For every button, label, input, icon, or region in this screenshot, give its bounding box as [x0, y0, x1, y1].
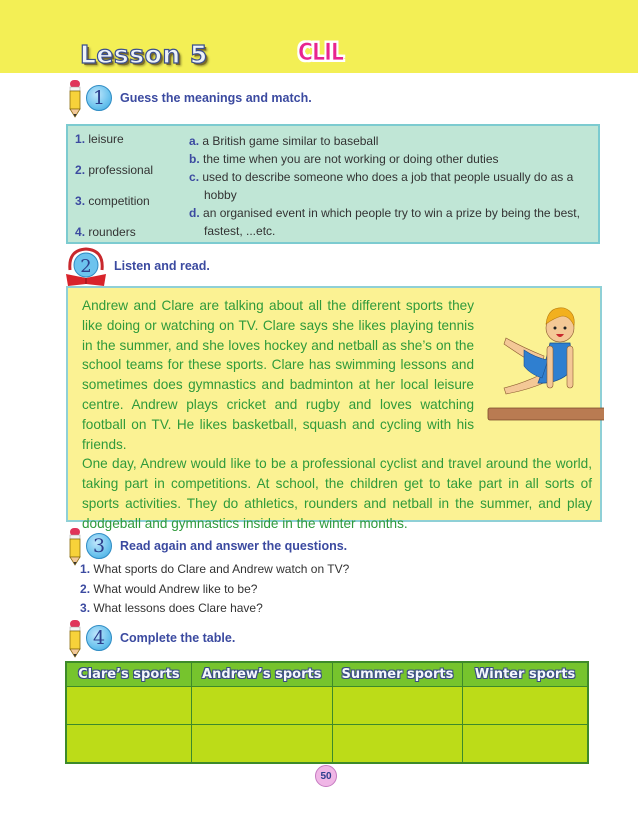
section-number-badge: 3 — [86, 533, 112, 559]
table-cell[interactable] — [191, 686, 332, 725]
word-item: 1. leisure — [75, 132, 124, 146]
question-list — [80, 562, 349, 621]
pencil-icon — [66, 526, 84, 566]
pencil-icon — [66, 618, 84, 658]
section-number-badge: 4 — [86, 625, 112, 651]
sports-table — [65, 661, 589, 764]
definition-item: b. the time when you are not working or doing other duties — [189, 152, 499, 166]
section-number-badge: 2 — [80, 256, 92, 277]
table-cell[interactable] — [463, 686, 588, 725]
column-header-andrews-sports: Andrew’s sports — [191, 662, 332, 686]
table-row — [66, 725, 588, 764]
table-cell[interactable] — [66, 725, 191, 764]
passage-paragraph: Andrew and Clare are talking about all the different sports they like doing or watching on TV. Clare says she likes playing tennis in the summer, and she loves hockey and netball as she’s on the school teams for these sports. Clare has swimming lessons and sometimes does gymnastics and badminton at her local leisure centre. Andrew plays cricket and rugby and loves watching football on TV. He likes basketball, squash and cycling with his friends. — [82, 298, 474, 452]
question-item: 2. What would Andrew like to be? — [80, 581, 258, 596]
lesson-title: Lesson 5 — [80, 40, 208, 69]
definition-item: a. a British game similar to baseball — [189, 134, 379, 148]
gymnast-illustration — [484, 288, 604, 428]
subject-title: CLIL — [298, 38, 344, 66]
word-list — [75, 132, 185, 256]
column-header-clares-sports: Clare’s sports — [66, 662, 191, 686]
matching-exercise-box — [66, 124, 600, 244]
column-header-summer-sports: Summer sports — [332, 662, 463, 686]
table-cell[interactable] — [332, 686, 463, 725]
table-cell[interactable] — [191, 725, 332, 764]
section-instruction: Guess the meanings and match. — [120, 91, 312, 105]
table-header-row — [66, 662, 588, 686]
section-3-heading — [66, 526, 347, 566]
table-cell[interactable] — [463, 725, 588, 764]
section-4-heading — [66, 618, 235, 658]
question-item: 1. What sports do Clare and Andrew watch on TV? — [80, 562, 350, 576]
word-item: 3. competition — [75, 194, 150, 208]
section-instruction: Complete the table. — [120, 631, 236, 645]
section-instruction: Read again and answer the questions. — [120, 539, 348, 553]
book-icon — [64, 246, 108, 286]
definition-list — [189, 132, 594, 240]
passage-paragraph: One day, Andrew would like to be a professional cyclist and travel around the world, taking part in competitions. At school, the children get to take part in all sorts of sports activities. They do athletics, rounders and netball in the summer, and play dodgeball and gymnastics inside in the winter months. — [82, 456, 592, 531]
page-header — [0, 0, 638, 73]
word-item: 4. rounders — [75, 225, 136, 239]
reading-passage-box — [66, 286, 602, 531]
page-number: 50 — [315, 765, 337, 787]
definition-item: c. used to describe someone who does a job that people usually do as a hobby — [189, 170, 574, 202]
definition-item: d. an organised event in which people try to win a prize by being the best, fastest, ...etc. — [189, 206, 580, 238]
column-header-winter-sports: Winter sports — [463, 662, 588, 686]
table-cell[interactable] — [332, 725, 463, 764]
table-cell[interactable] — [66, 686, 191, 725]
section-1-heading — [66, 78, 312, 118]
section-2-heading — [64, 246, 210, 286]
pencil-icon — [66, 78, 84, 118]
section-number-badge: 1 — [86, 85, 112, 111]
word-item: 2. professional — [75, 163, 154, 177]
section-instruction: Listen and read. — [114, 259, 210, 273]
question-item: 3. What lessons does Clare have? — [80, 601, 263, 615]
table-row — [66, 686, 588, 725]
